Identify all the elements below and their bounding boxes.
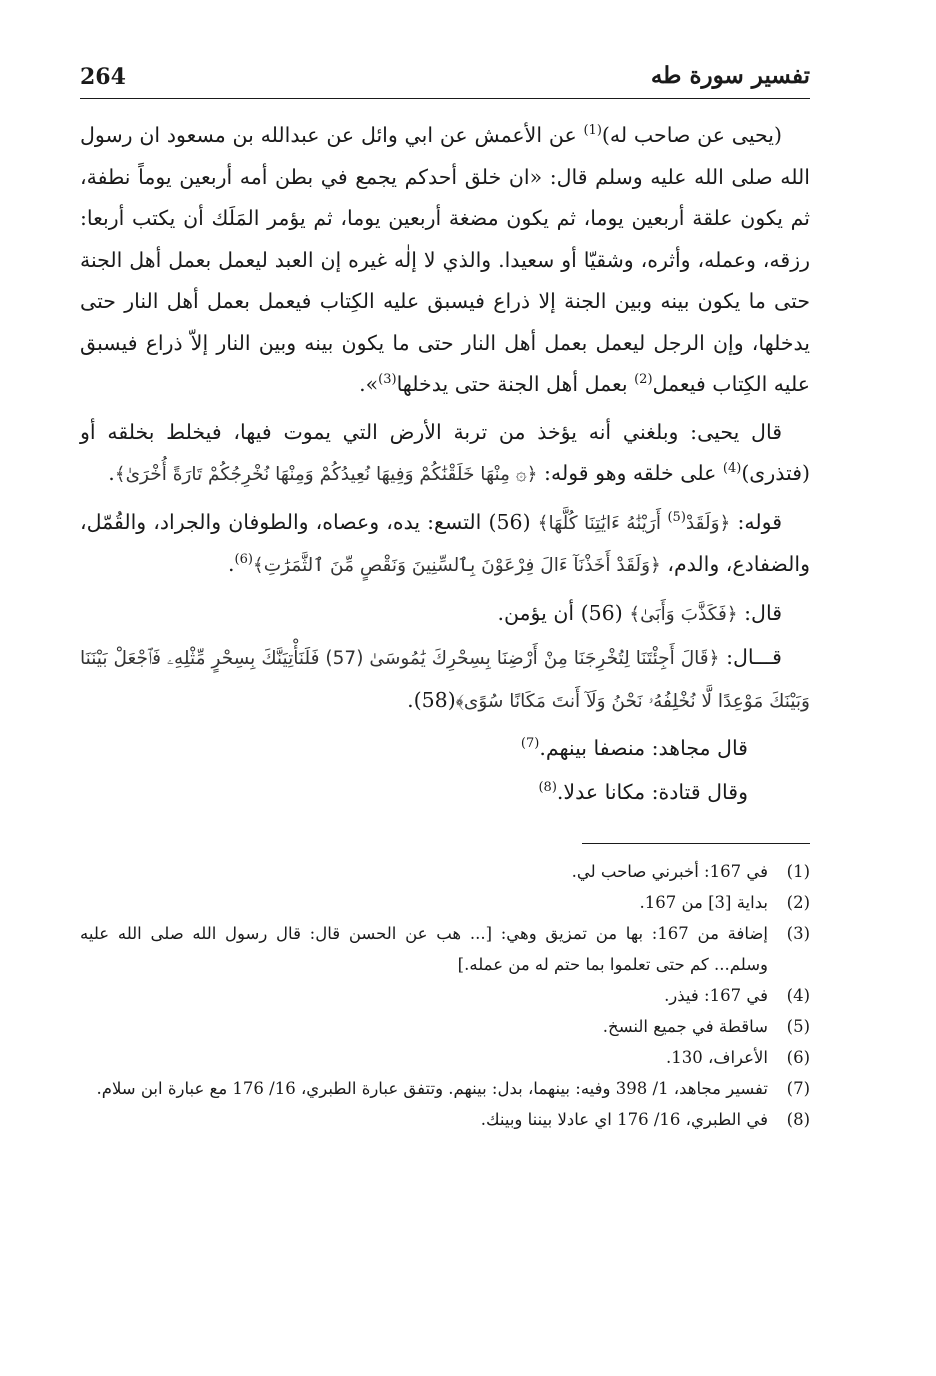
footnote-text: في 167: أخبرني صاحب لي. <box>571 862 768 881</box>
quran-verse: ﴿وَلَقَدْ أَخَذْنَآ ءَالَ فِرْعَوْنَ بِٱلسِّنِينَ وَنَقْصٍ مِّنَ ٱلثَّمَرَٰتِ﴾ <box>252 555 661 576</box>
footnote-item <box>80 1073 810 1104</box>
main-text <box>80 115 810 813</box>
text-run: قال: <box>737 600 782 625</box>
footnote-text: الأعراف، 130. <box>666 1048 768 1067</box>
footnote-ref-2[interactable]: (2) <box>634 372 653 388</box>
footnote-item <box>80 887 810 918</box>
footnote-text: تفسير مجاهد، 1/ 398 وفيه: بينهما، بدل: بينهم. وتتفق عبارة الطبري، 16/ 176 مع عبارة ابن سلام. <box>96 1079 768 1098</box>
footnote-number: (2) <box>786 893 810 912</box>
text-run: (56) أن يؤمن. <box>497 600 630 625</box>
footnote-text: ساقطة في جميع النسخ. <box>602 1017 768 1036</box>
footnote-ref-6[interactable]: (6) <box>234 552 253 568</box>
paragraph-pharaoh <box>80 637 810 722</box>
running-title: تفسير سورة طه <box>650 62 810 89</box>
text-run: عن الأعمش عن ابي وائل عن عبدالله بن مسعود ان رسول الله صلى الله عليه وسلم قال: «ان خلق أحدكم يجمع في بطن أمه أربعين يوماً نطفة، ثم يكون علقة أربعين يوما، ثم يكون مضغة أربعين يوما، ثم يؤمر المَلَك أن يكتب أربعا: رزقه، وعمله، وأثره، وشقيّا أو سعيدا. والذي لا إلٰه غيره إن العبد ليعمل بعمل أهل الجنة حتى ما يكون بينه وبين الجنة إلا ذراع فيسبق عليه الكِتاب فيعمل بعمل أهل النار حتى يدخلها، وإن الرجل ليعمل بعمل أهل النار حتى ما يكون بينه وبين النار إلاّ ذراع فيسبق عليه الكِتاب فيعمل <box>80 123 810 396</box>
footnote-item <box>80 1042 810 1073</box>
text-run: على خلقه وهو قوله: <box>537 461 723 485</box>
text-run: قال يحيى: وبلغني أنه يؤخذ من تربة الأرض التي يموت فيها، فيخلط بخلقه أو (فتذرى) <box>80 419 810 485</box>
quran-verse: ﴿۞ مِنْهَا خَلَقْنَٰكُمْ وَفِيهَا نُعِيدُكُمْ وَمِنْهَا نُخْرِجُكُمْ تَارَةً أُخْرَىٰ﴾ <box>114 464 538 485</box>
text-run: ». <box>359 372 379 396</box>
footnote-item <box>80 918 810 980</box>
footnote-number: (7) <box>786 1079 810 1098</box>
text-run: قـــال: <box>719 645 782 669</box>
footnote-ref-5[interactable]: (5) <box>667 509 686 525</box>
quran-verse: ﴿فَكَذَّبَ وَأَبَىٰ﴾ <box>629 603 738 625</box>
footnote-ref-4[interactable]: (4) <box>722 461 742 477</box>
paragraph-denied <box>80 593 810 636</box>
footnote-ref-3[interactable]: (3) <box>378 372 397 388</box>
footnote-item <box>80 856 810 887</box>
footnote-number: (3) <box>786 924 810 943</box>
text-run: (58). <box>407 687 456 712</box>
footnote-ref-1[interactable]: (1) <box>583 123 602 139</box>
footnote-ref-8[interactable]: (8) <box>538 779 557 795</box>
footnote-number: (8) <box>786 1110 810 1129</box>
text-run: وقال قتادة: مكانا عدلا. <box>556 779 748 804</box>
footnote-text: في 167: فيذر. <box>664 986 768 1005</box>
paragraph-signs <box>80 502 810 587</box>
quran-verse: ﴿قَالَ أَجِئْتَنَا لِتُخْرِجَنَا مِنْ أَرْضِنَا بِسِحْرِكَ يَٰمُوسَىٰ (57) فَلَنَأْتِيَنَّكَ بِسِحْرٍ مِّثْلِهِۦ فَٱجْعَلْ بَيْنَنَا وَبَيْنَكَ مَوْعِدًا لَّا نُخْلِفُهُۥ نَحْنُ وَلَآ أَنتَ مَكَانًا سُوًى﴾ <box>80 648 810 712</box>
paragraph-mujahid <box>80 728 810 770</box>
footnote-ref-7[interactable]: (7) <box>520 736 540 752</box>
text-run: (يحيى عن صاحب له) <box>601 123 782 147</box>
footnote-number: (4) <box>786 986 810 1005</box>
text-run: بعمل أهل الجنة حتى يدخلها <box>396 372 635 396</box>
footnote-number: (6) <box>786 1048 810 1067</box>
page-number: 264 <box>80 64 126 90</box>
paragraph-qatada <box>80 772 810 814</box>
paragraph-hadith <box>80 115 810 406</box>
footnotes <box>80 856 810 1135</box>
footnote-text: في الطبري، 16/ 176 اي عادلا بيننا وبينك. <box>480 1110 768 1129</box>
quran-verse: ﴿وَلَقَدْ <box>685 512 731 534</box>
text-run: . <box>227 552 235 576</box>
text-run: قوله: <box>730 509 783 534</box>
text-run: . <box>108 461 115 485</box>
footnote-item <box>80 1011 810 1042</box>
footnote-item <box>80 980 810 1011</box>
quran-verse: أَرَيْنَٰهُ ءَايَٰتِنَا كُلَّهَا﴾ <box>537 512 668 534</box>
text-run: قال مجاهد: منصفا بينهم. <box>539 736 748 760</box>
footnote-number: (5) <box>786 1017 810 1036</box>
footnote-number: (1) <box>786 862 810 881</box>
footnote-text: إضافة من 167: بها من تمزيق وهي: [... هب عن الحسن قال: قال رسول الله صلى الله عليه وسلم... كم حتى تعلموا بما حتم له من عمله.] <box>80 924 768 974</box>
footnote-text: بداية [3] من 167. <box>639 893 768 912</box>
book-page <box>80 58 810 1348</box>
footnote-item <box>80 1104 810 1135</box>
text-run: (56) التسع: يده، وعصاه، والطوفان والجراد، والقُمّل، والضفادع، والدم، <box>80 509 810 576</box>
page-header <box>80 58 810 99</box>
paragraph-yahya <box>80 412 810 496</box>
footnote-separator <box>582 843 810 844</box>
